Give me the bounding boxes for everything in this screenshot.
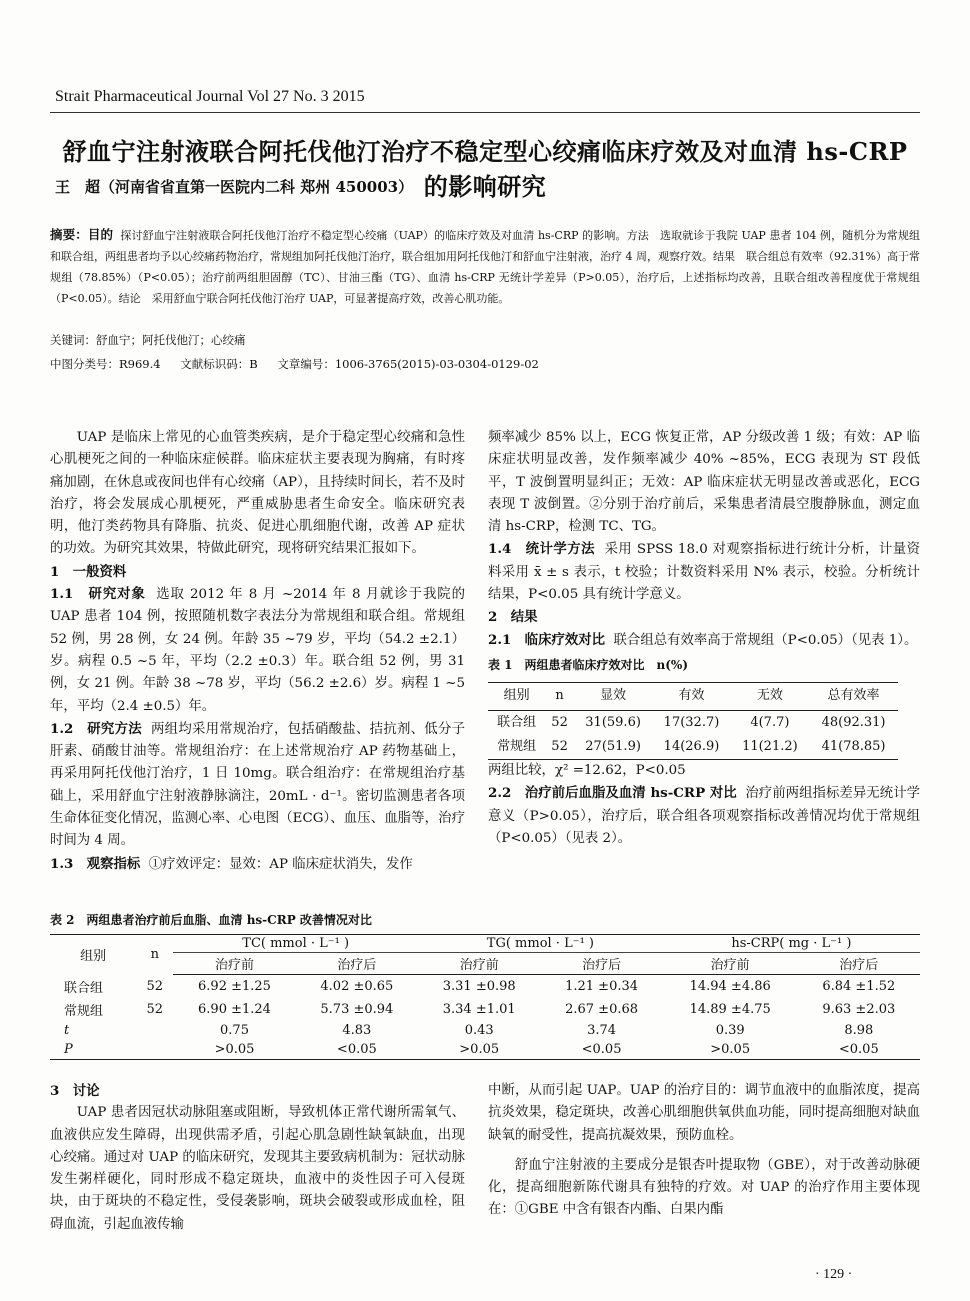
- table-cell: [136, 1040, 173, 1060]
- section-2-2-label: 2.2 治疗前后血脂及血清 hs-CRP 对比: [488, 785, 737, 802]
- table-2-sub-header: 治疗前: [663, 953, 798, 975]
- table-cell: 48(92.31): [821, 714, 886, 730]
- right-column: [488, 427, 920, 850]
- table-row: [50, 998, 920, 1021]
- table-1-note: 两组比较，χ² =12.62，P<0.05: [488, 763, 686, 779]
- table-cell: 14.94 ±4.86: [689, 978, 771, 994]
- table-2-wrapper: [50, 934, 920, 1060]
- keywords: 关键词：舒血宁；阿托伐他汀；心绞痛: [50, 333, 246, 347]
- observation-continued: 频率减少 85% 以上，ECG 恢复正常，AP 分级改善 1 级；有效：AP 临床症状明显改善，发作频率减少 40% ~85%，ECG 表现为 ST 段低平，T 波倒置明显纠正；无效：AP 临床症状无明显改善或恶化，ECG 表现 T 波倒置。②分别于治疗前后，采集患者清晨空腹静脉血，测定血清 hs-CRP，检测 TC、TG。: [488, 430, 920, 535]
- table-cell: 11(21.2): [731, 735, 809, 760]
- table-cell: 4(7.7): [750, 714, 790, 730]
- section-2-heading: 2 结果: [488, 609, 538, 626]
- table-2-caption: 表 2 两组患者治疗前后血脂、血清 hs-CRP 改善情况对比: [50, 913, 372, 927]
- section-2-2: [488, 782, 920, 850]
- section-1-2-label: 1.2 研究方法: [50, 720, 142, 737]
- table-2-col-group: TC( mmol · L⁻¹ ): [173, 935, 418, 953]
- table-2-group-header: 组别: [50, 935, 136, 975]
- section-1-1: [50, 583, 465, 718]
- table-cell: 6.92 ±1.25: [198, 978, 271, 994]
- section-1-1-label: 1.1 研究对象: [50, 586, 146, 603]
- table-cell: 41(78.85): [809, 735, 898, 760]
- doc-code: 文献标识码：B: [180, 357, 258, 371]
- table-cell: 8.98: [844, 1022, 874, 1038]
- discussion-left: [50, 1080, 465, 1236]
- table-2: [50, 934, 920, 1060]
- table-cell: 5.73 ±0.94: [320, 1001, 394, 1017]
- table-cell: <0.05: [296, 1040, 418, 1060]
- table-1-header: 无效: [731, 683, 809, 710]
- table-cell: 52: [545, 735, 574, 760]
- table-cell: 0.75: [220, 1022, 249, 1038]
- table-cell: <0.05: [798, 1040, 920, 1060]
- table-2-sub-header: 治疗后: [296, 953, 418, 975]
- article-title: 舒血宁注射液联合阿托伐他汀治疗不稳定型心绞痛临床疗效及对血清 hs-CRP 的影响研究: [62, 137, 908, 201]
- table-cell: 3.74: [587, 1022, 617, 1038]
- table-cell: >0.05: [663, 1040, 798, 1060]
- table-2-sub-header: 治疗前: [418, 953, 540, 975]
- section-3-heading: 3 讨论: [50, 1083, 100, 1099]
- table-cell: 14(26.9): [652, 735, 730, 760]
- table-2-sub-row: [50, 953, 920, 975]
- table-1-header: 显效: [574, 683, 652, 710]
- table-cell: 52: [146, 1001, 164, 1017]
- page-number: · 129 ·: [815, 1267, 853, 1282]
- journal-header: Strait Pharmaceutical Journal Vol 27 No. 3 2015: [55, 88, 365, 105]
- table-cell: P: [50, 1040, 136, 1060]
- table-2-n-header: n: [136, 935, 173, 975]
- table-row: [50, 1021, 920, 1040]
- table-cell: >0.05: [173, 1040, 295, 1060]
- abstract: [50, 224, 920, 309]
- table-cell: 3.31 ±0.98: [442, 978, 516, 994]
- section-1-4: [488, 538, 920, 606]
- table-1-caption: 表 1 两组患者临床疗效对比 n(%): [488, 657, 689, 672]
- table-1: [488, 682, 898, 760]
- table-cell: [136, 1021, 173, 1040]
- table-cell: >0.05: [418, 1040, 540, 1060]
- abstract-text: 探讨舒血宁注射液联合阿托伐他汀治疗不稳定型心绞痛（UAP）的临床疗效及对血清 hs-CRP 的影响。方法 选取就诊于我院 UAP 患者 104 例，随机分为常规组和联合组，两组患者均予以心绞痛药物治疗，常规组加阿托伐他汀治疗，联合组加用阿托伐他汀和舒血宁注射液，治疗 4 周，观察疗效。结果 联合组总有效率（92.31%）高于常规组（78.85%）（P<0.05）；治疗前两组胆固醇（TC）、甘油三酯（TG）、血清 hs-CRP 无统计学差异（P>0.05），治疗后，上述指标均改善，且联合组改善程度优于常规组（P<0.05）。结论 采用舒血宁联合阿托伐他汀治疗 UAP，可显著提高疗效，改善心肌功能。: [50, 229, 920, 305]
- table-cell: 6.90 ±1.24: [198, 1001, 271, 1017]
- table-2-col-group: TG( mmol · L⁻¹ ): [418, 935, 663, 953]
- table-row: [50, 1040, 920, 1060]
- discussion-paragraph-1: UAP 患者因冠状动脉阻塞或阻断，导致机体正常代谢所需氧气、血液供应发生障碍，出现供需矛盾，引起心肌急剧性缺氧缺血，出现心绞痛。通过对 UAP 的临床研究，发现其主要致病机制为：冠状动脉发生粥样硬化，同时形成不稳定斑块，血液中的炎性因子可入侵斑块，由于斑块的不稳定性，受侵袭影响，斑块会破裂或形成血栓，阻碍血流，引起血液传输: [50, 1105, 465, 1232]
- intro-paragraph: UAP 是临床上常见的心血管类疾病，是介于稳定型心绞痛和急性心肌梗死之间的一种临床症候群。临床症状主要表现为胸痛，有时疼痛加剧，在休息或夜间也伴有心绞痛（AP），且持续时间长，若不及时治疗，将会发展成心肌梗死，严重威胁患者生命安全。临床研究表明，他汀类药物具有降脂、抗炎、促进心肌细胞代谢，改善 AP 症状的功效。为研究其效果，特做此研究，现将研究结果汇报如下。: [50, 430, 465, 557]
- table-cell: 常规组: [488, 735, 545, 760]
- table-cell: 常规组: [64, 1003, 104, 1019]
- discussion-paragraph-2: 中断，从而引起 UAP。UAP 的治疗目的：调节血液中的血脂浓度，提高抗炎效果，稳定斑块，改善心肌细胞供氧供血功能，同时提高细胞对缺血缺氧的耐受性，提高抗凝效果，预防血栓。: [488, 1083, 920, 1143]
- table-cell: 4.02 ±0.65: [320, 978, 394, 994]
- cls-number: 中图分类号：R969.4: [50, 357, 161, 371]
- table-row: [488, 710, 898, 735]
- section-2-1-text: 联合组总有效率高于常规组（P<0.05）（见表 1）。: [613, 632, 918, 648]
- table-cell: 31(59.6): [585, 714, 641, 730]
- table-2-sub-header: 治疗后: [798, 953, 920, 975]
- table-2-sub-header: 治疗前: [173, 953, 295, 975]
- table-2-group-row: [50, 935, 920, 953]
- section-1-3-label: 1.3 观察指标: [50, 855, 141, 872]
- table-cell: 6.84 ±1.52: [822, 978, 896, 994]
- table-cell: 27(51.9): [574, 735, 652, 760]
- table-cell: 2.67 ±0.68: [565, 1001, 639, 1017]
- table-cell: t: [64, 1022, 70, 1038]
- table-cell: 3.34 ±1.01: [442, 1001, 516, 1017]
- table-row: [50, 975, 920, 998]
- section-1-1-text: 选取 2012 年 8 月 ~2014 年 8 月就诊于我院的 UAP 患者 104 例，按照随机数字表法分为常规组和联合组。常规组 52 例，男 28 例，女 24 例。年龄 35 ~79 岁，平均（54.2 ±2.1）岁。病程 0.5 ~5 年，平均（2.2 ±0.3）年。联合组 52 例，男 31 例，女 21 例。年龄 38 ~78 岁，平均（56.2 ±2.6）岁。病程 1 ~5 年，平均（2.4 ±0.5）年。: [50, 587, 466, 714]
- left-column: [50, 427, 465, 876]
- section-1-3: [50, 853, 465, 876]
- table-cell: 52: [551, 714, 568, 730]
- table-cell: 4.83: [342, 1022, 372, 1038]
- table-cell: 14.89 ±4.75: [689, 1001, 771, 1017]
- article-number: 文章编号：1006-3765(2015)-03-0304-0129-02: [277, 357, 539, 371]
- section-1-4-label: 1.4 统计学方法: [488, 541, 595, 558]
- table-1-header: 组别: [488, 683, 545, 710]
- table-cell: 9.63 ±2.03: [822, 1001, 896, 1017]
- section-1-2: [50, 718, 465, 853]
- discussion-right: [488, 1080, 920, 1222]
- discussion-paragraph-3: 舒血宁注射液的主要成分是银杏叶提取物（GBE），对于改善动脉硬化，提高细胞新陈代谢具有独特的疗效。对 UAP 的治疗作用主要体现在：①GBE 中含有银杏内酯、白果内酯: [488, 1157, 920, 1218]
- table-1-header: 有效: [652, 683, 730, 710]
- table-cell: 17(32.7): [663, 714, 720, 730]
- table-row: [488, 735, 898, 760]
- classification-line: [50, 356, 555, 372]
- section-2-1: [488, 629, 920, 652]
- table-2-sub-header: 治疗后: [540, 953, 662, 975]
- header-rule: [50, 112, 920, 113]
- table-cell: <0.05: [540, 1040, 662, 1060]
- table-cell: 1.21 ±0.34: [565, 978, 639, 994]
- section-1-3-text: ①疗效评定：显效：AP 临床症状消失，发作: [148, 856, 413, 872]
- table-cell: 联合组: [64, 980, 104, 996]
- table-cell: 联合组: [497, 714, 537, 730]
- section-2-1-label: 2.1 临床疗效对比: [488, 631, 606, 648]
- table-cell: 0.39: [715, 1022, 745, 1038]
- table-2-col-group: hs-CRP( mg · L⁻¹ ): [663, 935, 920, 953]
- table-cell: 52: [146, 978, 164, 994]
- table-cell: 0.43: [464, 1022, 494, 1038]
- table-1-header-row: [488, 683, 898, 710]
- abstract-label: 摘要：目的: [50, 227, 114, 242]
- section-2-2-text: 治疗前两组指标差异无统计学意义（P>0.05），治疗后，联合组各项观察指标改善情况均优于常规组（P<0.05）（见表 2）。: [488, 786, 921, 847]
- section-1-4-text: 采用 SPSS 18.0 对观察指标进行统计分析，计量资料采用 x̄ ± s 表示，t 校验；计数资料采用 N% 表示，校验。分析统计结果，P<0.05 具有统计学意义。: [488, 542, 920, 603]
- section-1-heading: 1 一般资料: [50, 563, 127, 580]
- section-1-2-text: 两组均采用常规治疗，包括硝酸盐、拮抗剂、低分子肝素、硝酸甘油等。常规组治疗：在上述常规治疗 AP 药物基础上，再采用阿托伐他汀治疗，1 日 10mg。联合组治疗：在常规组治疗基础上，采用舒血宁注射液静脉滴注，20mL · d⁻¹。密切监测患者各项生命体征变化情况，监测心率、心电图（ECG）、血压、血脂等，治疗时间为 4 周。: [50, 721, 466, 849]
- author-line: 王 超（河南省省直第一医院内二科 郑州 450003）: [55, 178, 414, 196]
- table-1-header: 总有效率: [809, 683, 898, 710]
- table-1-header: n: [545, 683, 574, 710]
